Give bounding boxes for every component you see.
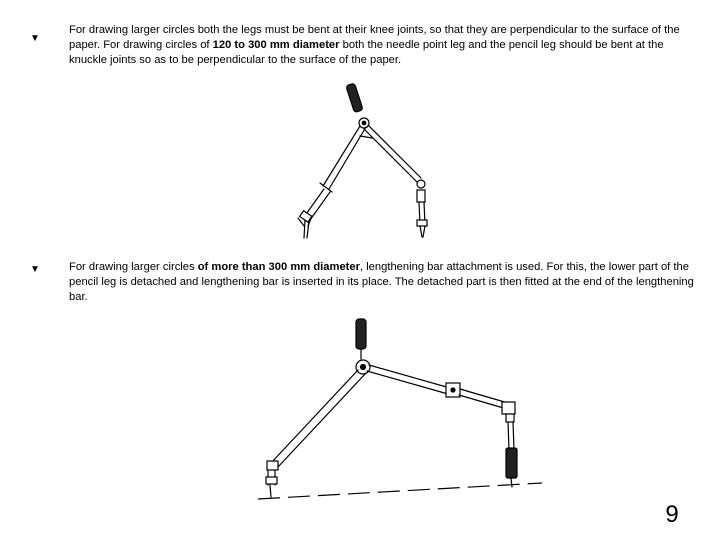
paragraph-bold-text: 120 to 300 mm diameter [212,39,340,51]
paragraph-text: , lengthening bar attachment is used. For this, the lower part of the pencil leg is detached and lengthening bar is inserted in its place. The detached part is then fitted at the end of the lengthening bar. [69,261,694,303]
bullet-icon: ▼ [30,264,40,275]
page-number: 9 [665,501,679,528]
paragraph-text: For drawing larger circles [69,261,198,273]
paragraph-text: both the needle point leg and the pencil leg should be bent at the knuckle joints so as to be perpendicular to the surface of the paper. [69,39,664,66]
paragraph-bold-text: of more than 300 mm diameter [197,261,360,273]
bullet-icon: ▼ [30,33,40,44]
paragraph-text: For drawing larger circles both the legs must be bent at their knee joints, so that they are perpendicular to the surface of the paper. For drawing circles of [69,24,680,51]
paragraph-knee-joints [69,23,694,68]
compass-bent-legs-illustration [290,80,450,250]
compass-lengthening-bar-illustration [250,315,550,505]
paragraph-lengthening-bar [69,260,694,305]
